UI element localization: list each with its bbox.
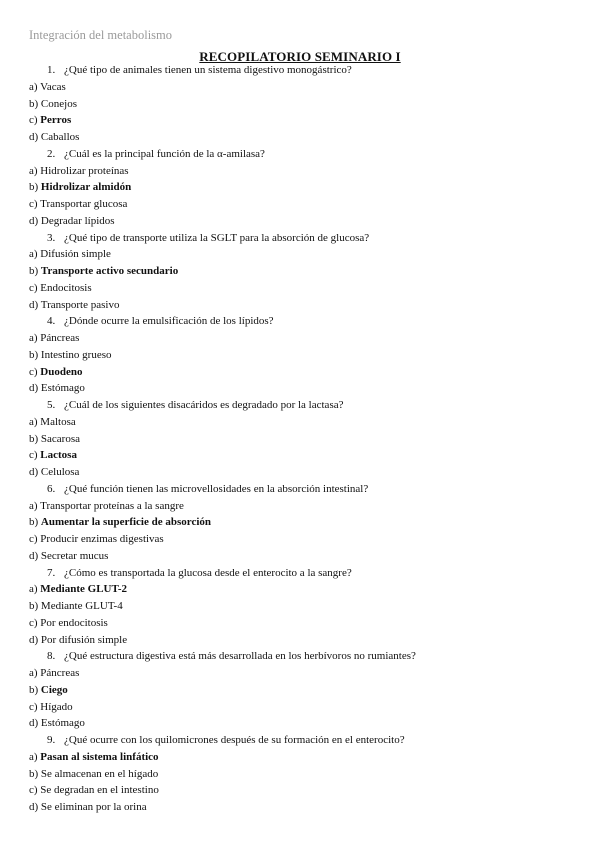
- option-letter: c): [29, 198, 38, 210]
- answer-option: [0, 665, 600, 682]
- question-line: [0, 648, 600, 665]
- answer-option: [0, 531, 600, 548]
- correct-option-text: Pasan al sistema linfático: [40, 750, 159, 763]
- answer-option: [0, 129, 600, 146]
- question-number: 2.: [47, 147, 56, 160]
- question-line: [0, 313, 600, 330]
- option-letter: c): [29, 700, 38, 713]
- answer-option: [0, 297, 600, 314]
- question-text: ¿Cuál de los siguientes disacáridos es degradado por la lactasa?: [64, 399, 344, 411]
- correct-option-text: Aumentar la superficie de absorción: [40, 516, 212, 529]
- option-letter: b): [29, 348, 39, 361]
- question-number: 4.: [47, 315, 56, 328]
- question-block: [0, 565, 600, 649]
- option-text: Sacarosa: [40, 432, 81, 445]
- answer-option: [0, 548, 600, 565]
- question-number: 6.: [47, 482, 56, 495]
- question-line: [0, 230, 600, 247]
- option-text: Difusión simple: [40, 248, 111, 261]
- option-text: Conejos: [40, 97, 77, 110]
- question-number: 5.: [47, 399, 56, 411]
- answer-option: [0, 179, 600, 196]
- option-letter: c): [29, 449, 38, 462]
- option-text: Páncreas: [40, 332, 80, 344]
- question-block: [0, 62, 600, 146]
- option-letter: c): [29, 533, 38, 545]
- option-letter: d): [29, 717, 39, 730]
- answer-option: [0, 112, 600, 129]
- answer-option: [0, 213, 600, 230]
- question-text: ¿Qué estructura digestiva está más desarrollada en los herbívoros no rumiantes?: [64, 650, 416, 663]
- option-text: Intestino grueso: [40, 348, 112, 361]
- option-letter: d): [29, 298, 39, 311]
- question-text: ¿Qué tipo de transporte utiliza la SGLT para la absorción de glucosa?: [64, 231, 370, 244]
- correct-option-text: Perros: [40, 114, 72, 127]
- option-text: Por difusión simple: [40, 633, 128, 646]
- option-letter: c): [29, 784, 38, 797]
- page-header: Integración del metabolismo: [29, 28, 173, 42]
- answer-option: [0, 364, 600, 381]
- question-line: [0, 732, 600, 749]
- option-letter: a): [29, 750, 38, 763]
- option-text: Estómago: [40, 382, 85, 395]
- answer-option: [0, 699, 600, 716]
- option-text: Hidrolizar proteínas: [40, 164, 129, 177]
- correct-option-text: Hidrolizar almidón: [40, 181, 132, 194]
- correct-option-text: Duodeno: [40, 365, 83, 378]
- question-line: [0, 62, 600, 79]
- correct-option-text: Ciego: [40, 683, 68, 696]
- option-letter: c): [29, 616, 38, 629]
- question-block: [0, 481, 600, 565]
- question-text: ¿Dónde ocurre la emulsificación de los lípidos?: [64, 315, 274, 328]
- question-line: [0, 481, 600, 498]
- question-text: ¿Cómo es transportada la glucosa desde el enterocito a la sangre?: [64, 566, 352, 579]
- question-block: [0, 397, 600, 481]
- answer-option: [0, 330, 600, 347]
- question-block: [0, 648, 600, 732]
- option-letter: d): [29, 801, 39, 813]
- option-text: Degradar lípidos: [40, 214, 115, 227]
- question-text: ¿Qué ocurre con los quilomicrones después de su formación en el enterocito?: [64, 734, 405, 746]
- question-block: [0, 146, 600, 230]
- option-text: Celulosa: [40, 466, 80, 478]
- option-text: Producir enzimas digestivas: [40, 533, 164, 545]
- option-text: Transportar proteínas a la sangre: [40, 499, 184, 512]
- answer-option: [0, 431, 600, 448]
- option-letter: a): [29, 415, 38, 428]
- answer-option: [0, 280, 600, 297]
- option-text: Por endocitosis: [40, 616, 108, 629]
- option-letter: d): [29, 214, 39, 227]
- option-letter: b): [29, 181, 39, 194]
- option-letter: b): [29, 600, 39, 612]
- option-letter: d): [29, 131, 39, 143]
- answer-option: [0, 799, 600, 816]
- answer-option: [0, 514, 600, 531]
- option-text: Se eliminan por la orina: [40, 801, 147, 813]
- option-letter: c): [29, 281, 38, 294]
- option-text: Se almacenan en el hígado: [40, 767, 159, 780]
- option-letter: b): [29, 516, 39, 529]
- question-line: [0, 565, 600, 582]
- answer-option: [0, 632, 600, 649]
- answer-option: [0, 498, 600, 515]
- question-block: [0, 313, 600, 397]
- option-letter: a): [29, 80, 38, 93]
- answer-option: [0, 464, 600, 481]
- correct-option-text: Transporte activo secundario: [40, 265, 179, 277]
- option-text: Maltosa: [40, 415, 76, 428]
- question-block: [0, 230, 600, 314]
- question-number: 9.: [47, 734, 56, 746]
- option-text: Secretar mucus: [40, 549, 109, 562]
- option-letter: b): [29, 683, 39, 696]
- option-letter: a): [29, 499, 38, 512]
- option-letter: b): [29, 97, 39, 110]
- answer-option: [0, 79, 600, 96]
- answer-option: [0, 347, 600, 364]
- question-number: 8.: [47, 650, 56, 663]
- answer-option: [0, 380, 600, 397]
- answer-option: [0, 96, 600, 113]
- answer-option: [0, 414, 600, 431]
- question-block: [0, 732, 600, 816]
- answer-option: [0, 581, 600, 598]
- question-line: [0, 146, 600, 163]
- option-text: Transporte pasivo: [40, 298, 120, 311]
- answer-option: [0, 715, 600, 732]
- option-text: Se degradan en el intestino: [40, 784, 159, 797]
- answer-option: [0, 163, 600, 180]
- option-letter: d): [29, 633, 39, 646]
- question-number: 3.: [47, 231, 56, 244]
- correct-option-text: Mediante GLUT-2: [40, 583, 127, 596]
- option-letter: c): [29, 114, 38, 127]
- option-text: Páncreas: [40, 667, 80, 679]
- option-letter: c): [29, 365, 38, 378]
- question-number: 1.: [47, 64, 56, 76]
- question-number: 7.: [47, 566, 56, 579]
- option-text: Transportar glucosa: [40, 198, 128, 210]
- option-letter: a): [29, 248, 38, 261]
- question-text: ¿Qué función tienen las microvellosidades en la absorción intestinal?: [64, 482, 369, 495]
- answer-option: [0, 766, 600, 783]
- option-letter: a): [29, 332, 38, 344]
- answer-option: [0, 246, 600, 263]
- option-text: Mediante GLUT-4: [40, 600, 123, 612]
- question-text: ¿Qué tipo de animales tienen un sistema digestivo monogástrico?: [64, 64, 352, 76]
- option-letter: d): [29, 466, 39, 478]
- answer-option: [0, 598, 600, 615]
- answer-option: [0, 615, 600, 632]
- option-text: Caballos: [40, 131, 80, 143]
- answer-option: [0, 782, 600, 799]
- answer-option: [0, 682, 600, 699]
- question-text: ¿Cuál es la principal función de la α-amilasa?: [64, 147, 265, 160]
- option-letter: b): [29, 265, 39, 277]
- option-letter: d): [29, 382, 39, 395]
- option-letter: b): [29, 432, 39, 445]
- answer-option: [0, 749, 600, 766]
- option-text: Hígado: [40, 700, 73, 713]
- answer-option: [0, 263, 600, 280]
- question-list: [0, 62, 600, 816]
- option-letter: a): [29, 667, 38, 679]
- answer-option: [0, 447, 600, 464]
- option-letter: a): [29, 164, 38, 177]
- correct-option-text: Lactosa: [40, 449, 77, 462]
- answer-option: [0, 196, 600, 213]
- document-title: RECOPILATORIO SEMINARIO I: [199, 49, 401, 64]
- option-text: Estómago: [40, 717, 85, 730]
- question-line: [0, 397, 600, 414]
- option-text: Vacas: [40, 80, 66, 93]
- option-letter: b): [29, 767, 39, 780]
- option-letter: a): [29, 583, 38, 596]
- option-text: Endocitosis: [40, 281, 92, 294]
- option-letter: d): [29, 549, 39, 562]
